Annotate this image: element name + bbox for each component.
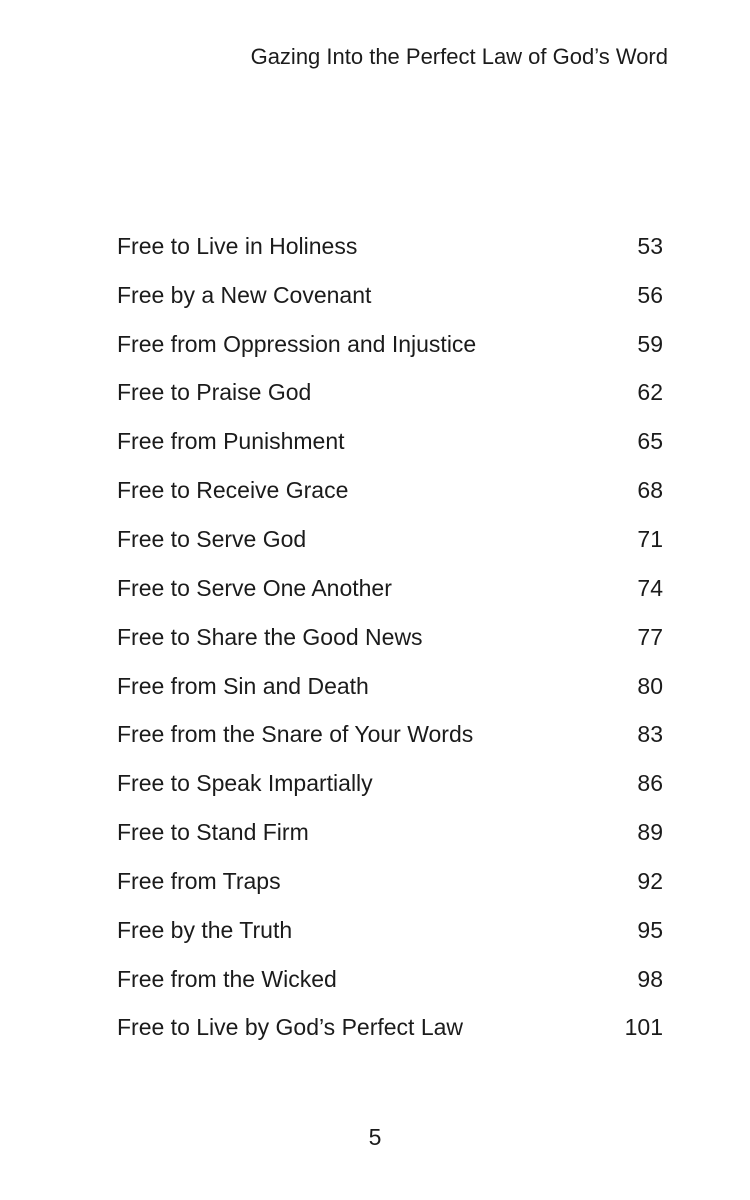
toc-entry-title: Free by a New Covenant	[117, 281, 372, 308]
toc-entry-title: Free to Stand Firm	[117, 819, 309, 846]
toc-entry-page: 98	[637, 965, 663, 992]
toc-entry	[117, 564, 663, 613]
toc-entry-title: Free to Live by God’s Perfect Law	[117, 1014, 464, 1041]
toc-entry	[117, 759, 663, 808]
toc-entry	[117, 662, 663, 711]
toc-entry	[117, 906, 663, 955]
toc-entry-page: 95	[637, 916, 663, 943]
toc-entry-page: 56	[637, 281, 663, 308]
toc-entry-page: 92	[637, 867, 663, 894]
toc-entry	[117, 369, 663, 418]
toc-entry-title: Free from Punishment	[117, 428, 345, 455]
toc-entry-title: Free from the Wicked	[117, 965, 337, 992]
toc-entry	[117, 857, 663, 906]
toc-entry-title: Free to Serve One Another	[117, 574, 392, 601]
toc-entry-page: 65	[637, 428, 663, 455]
toc-entry-title: Free by the Truth	[117, 916, 293, 943]
toc-entry-title: Free to Receive Grace	[117, 477, 349, 504]
toc-entry-page: 83	[637, 721, 663, 748]
toc-entry-title: Free from Sin and Death	[117, 672, 369, 699]
toc-list	[117, 222, 663, 1052]
toc-entry-page: 59	[637, 330, 663, 357]
toc-entry	[117, 271, 663, 320]
toc-entry-page: 86	[637, 770, 663, 797]
running-header: Gazing Into the Perfect Law of God’s Word	[250, 44, 668, 69]
toc-entry-title: Free to Live in Holiness	[117, 232, 358, 259]
toc-entry-title: Free to Speak Impartially	[117, 770, 373, 797]
toc-entry-page: 101	[624, 1014, 663, 1041]
toc-entry	[117, 466, 663, 515]
toc-entry	[117, 613, 663, 662]
toc-entry	[117, 955, 663, 1004]
page-number: 5	[368, 1124, 382, 1150]
toc-entry	[117, 515, 663, 564]
toc-entry-page: 71	[637, 525, 663, 552]
toc-entry-page: 68	[637, 477, 663, 504]
toc-entry	[117, 710, 663, 759]
toc-entry	[117, 320, 663, 369]
toc-entry-page: 89	[637, 819, 663, 846]
toc-entry	[117, 1004, 663, 1053]
toc-entry-page: 80	[637, 672, 663, 699]
toc-entry-title: Free from Oppression and Injustice	[117, 330, 477, 357]
toc-entry-title: Free to Praise God	[117, 379, 312, 406]
toc-entry-title: Free to Share the Good News	[117, 623, 423, 650]
toc-entry-page: 62	[637, 379, 663, 406]
toc-entry-page: 77	[637, 623, 663, 650]
toc-entry-title: Free from the Snare of Your Words	[117, 721, 474, 748]
toc-entry-page: 74	[637, 574, 663, 601]
toc-entry-title: Free from Traps	[117, 867, 281, 894]
toc-entry	[117, 222, 663, 271]
toc-entry-page: 53	[637, 232, 663, 259]
toc-entry-title: Free to Serve God	[117, 525, 307, 552]
toc-entry	[117, 417, 663, 466]
toc-entry	[117, 808, 663, 857]
